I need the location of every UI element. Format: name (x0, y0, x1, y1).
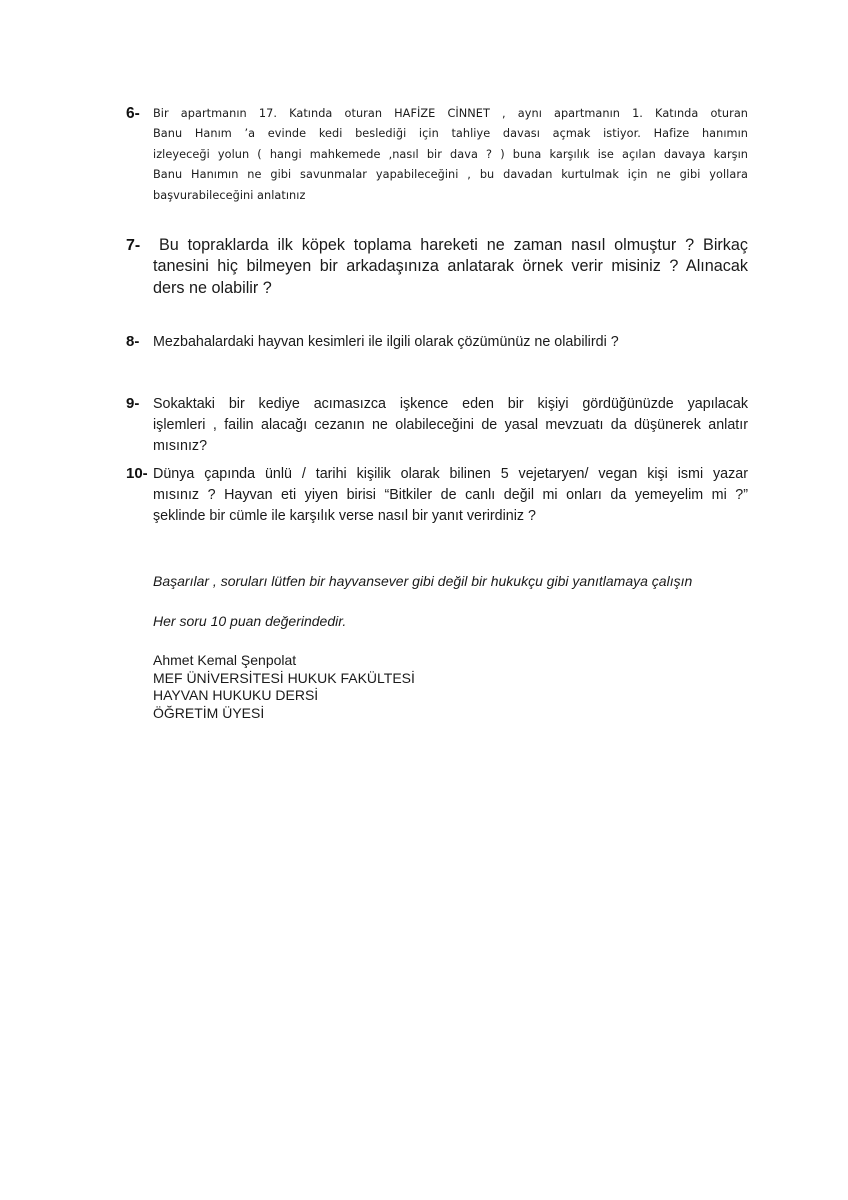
question-line: Bu topraklarda ilk köpek toplama hareketi ne zaman nasıl olmuştur ? Birkaç (159, 236, 748, 254)
question-line: Dünya çapında ünlü / tarihi kişilik olarak bilinen 5 vejetaryen/ vegan kişi ismi yazar (153, 466, 748, 482)
question-number: 7- (126, 237, 141, 254)
question-9 (126, 394, 748, 458)
instructor-title: ÖĞRETİM ÜYESİ (153, 704, 265, 721)
question-8 (126, 332, 748, 353)
question-text (153, 104, 748, 206)
question-text (153, 464, 748, 528)
closing-note: Başarılar , soruları lütfen bir hayvansever gibi değil bir hukukçu gibi yanıtlamaya çalışın (153, 573, 693, 589)
question-line: mısınız? (153, 438, 208, 455)
question-line: Bir apartmanın 17. Katında oturan HAFİZE CİNNET , aynı apartmanın 1. Katında oturan (153, 107, 748, 120)
question-10 (126, 464, 748, 528)
question-number: 8- (126, 333, 140, 350)
question-line: başvurabileceğini anlatınız (153, 188, 306, 202)
question-number: 6- (126, 105, 140, 122)
question-line: izleyeceği yolun ( hangi mahkemede ,nasıl bir dava ? ) buna karşılık ise açılan davaya karşın (153, 147, 748, 161)
question-line: Banu Hanımın ne gibi savunmalar yapabileceğini , bu davadan kurtulmak için ne gibi yollara (153, 168, 748, 182)
question-line: şeklinde bir cümle ile karşılık verse nasıl bir yanıt verirdiniz ? (153, 508, 536, 525)
question-number: 9- (126, 395, 140, 412)
instructor-name: Ahmet Kemal Şenpolat (153, 652, 297, 668)
question-text (153, 235, 748, 299)
question-number: 10- (126, 465, 148, 482)
signature-block (153, 652, 415, 722)
question-6 (126, 104, 748, 206)
question-line: tanesini hiç bilmeyen bir arkadaşınıza anlatarak örnek verir misiniz ? Alınacak (153, 257, 748, 276)
question-7 (126, 235, 748, 299)
question-line: Mezbahalardaki hayvan kesimleri ile ilgili olarak çözümünüz ne olabilirdi ? (153, 334, 619, 350)
question-text (153, 394, 748, 458)
course-name: HAYVAN HUKUKU DERSİ (153, 687, 319, 704)
question-line: Banu Hanım ’a evinde kedi beslediği için tahliye davası açmak istiyor. Hafize hanımın (153, 127, 748, 141)
question-line: mısınız ? Hayvan eti yiyen birisi “Bitkiler de canlı değil mi onları da yemeyelim mi ?” (153, 487, 748, 504)
points-note: Her soru 10 puan değerindedir. (153, 613, 347, 629)
university-name: MEF ÜNİVERSİTESİ HUKUK FAKÜLTESİ (153, 669, 415, 686)
question-line: işlemleri , failin alacağı cezanın ne olabileceğini de yasal mevzuatı da düşünerek anlatır (153, 417, 748, 434)
question-text (153, 332, 748, 353)
question-line: ders ne olabilir ? (153, 278, 272, 297)
question-line: Sokaktaki bir kediye acımasızca işkence eden bir kişiyi gördüğünüzde yapılacak (153, 396, 748, 412)
